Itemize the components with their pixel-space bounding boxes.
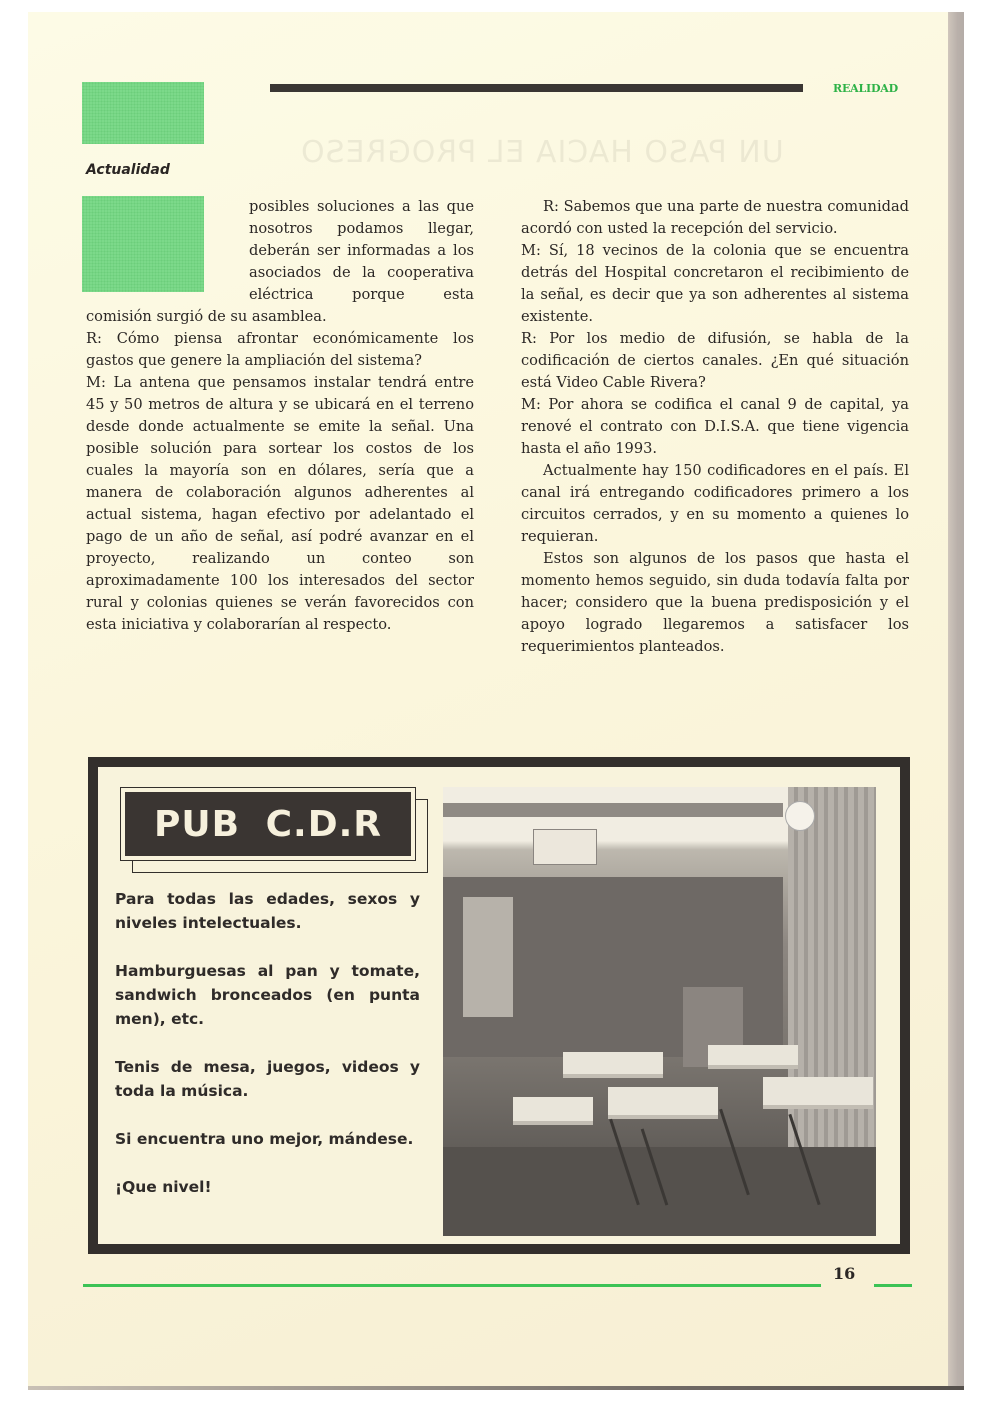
- article-paragraph: Estos son algunos de los pasos que hasta el momento hemos seguido, sin duda todavía falta por hacer; considero que la buena predisposición y el apoyo logrado llegaremos a satisfacer los requerimientos planteados.: [521, 550, 909, 655]
- ad-logo-text: PUB C.D.R: [125, 792, 411, 856]
- article-paragraph: posibles soluciones a las que nosotros podamos llegar, deberán ser informadas a los asociados de la cooperativa eléctrica porque esta comisión surgió de su asamblea.: [86, 198, 474, 325]
- ad-photo: [443, 787, 876, 1236]
- article-paragraph: M: Sí, 18 vecinos de la colonia que se encuentra detrás del Hospital concretaron el recibimiento de la señal, es decir que ya son adherentes al sistema existente.: [521, 242, 909, 325]
- photo-table: [608, 1087, 718, 1119]
- article-paragraph: R: Cómo piensa afrontar económicamente los gastos que genere la ampliación del sistema?: [86, 330, 474, 369]
- article-left-column: [86, 196, 474, 636]
- article-paragraph: M: La antena que pensamos instalar tendrá entre 45 y 50 metros de altura y se ubicará en el terreno desde donde actualmente se emite la señal. Una posible solución para sortear los costos de los cuales la mayoría son en dólares, sería que a manera de colaboración algunos adherentes al actual sistema, hagan efectivo por adelantado el pago de un año de señal, así podré avanzar en el proyecto, realizando un conteo son aproximadamente 100 los interesados del sector rural y colonias quienes se verán favorecidos con esta iniciativa y colaborarían al respecto.: [86, 374, 474, 633]
- article-paragraph: R: Por los medio de difusión, se habla de la codificación de ciertos canales. ¿En qué situación está Video Cable Rivera?: [521, 330, 909, 391]
- footer-rule-right: [874, 1284, 912, 1287]
- page-number: 16: [833, 1264, 856, 1283]
- article-paragraph: M: Por ahora se codifica el canal 9 de capital, ya renové el contrato con D.I.S.A. que tiene vigencia hasta el año 1993.: [521, 396, 909, 457]
- ad-line: Si encuentra uno mejor, mándese.: [115, 1130, 414, 1148]
- ad-logo: [120, 787, 425, 877]
- photo-lintel: [443, 803, 783, 817]
- section-tag: REALIDAD: [833, 82, 898, 95]
- float-spacer: [86, 196, 249, 306]
- green-block-top: [82, 82, 204, 144]
- article-paragraph: Actualmente hay 150 codificadores en el país. El canal irá entregando codificadores primero a los circuitos cerrados, y en su momento a quienes lo requieran.: [521, 462, 909, 545]
- photo-floor: [443, 1147, 876, 1236]
- page-edge-bottom: [28, 1386, 964, 1390]
- ad-copy: [115, 887, 420, 1199]
- photo-table: [763, 1077, 873, 1109]
- ad-logo-frame: [120, 787, 416, 861]
- photo-table: [563, 1052, 663, 1078]
- article-right-column: [521, 196, 909, 658]
- ad-line: Para todas las edades, sexos y niveles intelectuales.: [115, 890, 420, 932]
- ad-line: ¡Que nivel!: [115, 1178, 212, 1196]
- header-rule: [270, 84, 803, 92]
- photo-table: [513, 1097, 593, 1125]
- photo-picture-frame: [533, 829, 597, 865]
- photo-door: [463, 897, 513, 1017]
- ad-line: Tenis de mesa, juegos, videos y toda la música.: [115, 1058, 420, 1100]
- advertisement-box: [88, 757, 910, 1254]
- page-edge-right: [948, 12, 964, 1389]
- ad-line: Hamburguesas al pan y tomate, sandwich bronceados (en punta men), etc.: [115, 962, 420, 1028]
- bleed-through-title: UN PASO HACIA EL PROGRESO: [300, 135, 784, 170]
- photo-table: [708, 1045, 798, 1069]
- article-paragraph: R: Sabemos que una parte de nuestra comunidad acordó con usted la recepción del servicio.: [521, 198, 909, 237]
- photo-lamp: [785, 801, 815, 831]
- footer-rule-left: [83, 1284, 821, 1287]
- section-label: Actualidad: [86, 162, 170, 178]
